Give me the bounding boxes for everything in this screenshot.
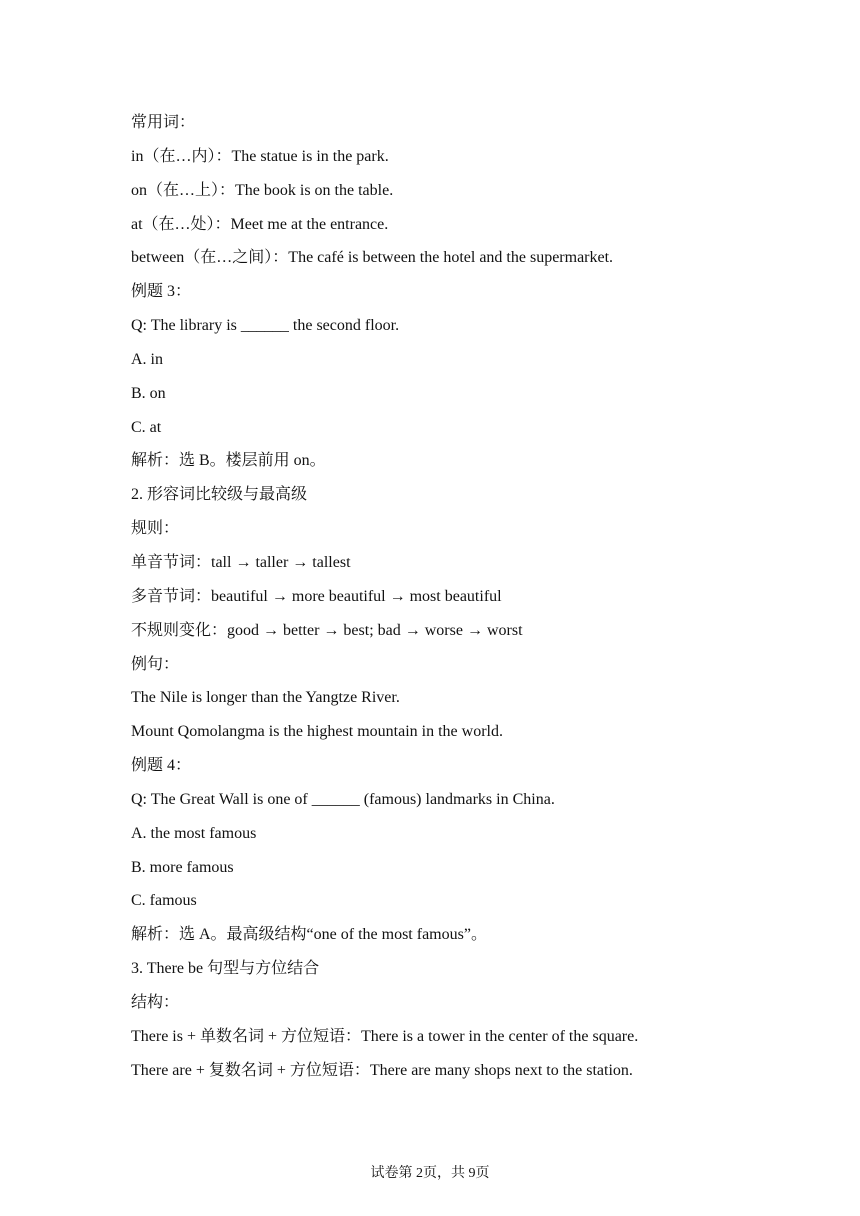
text-line: 不规则变化：good → better → best; bad → worse → worst bbox=[131, 621, 523, 639]
text-line: on（在…上）：The book is on the table. bbox=[131, 181, 394, 199]
example-sentence: The Nile is longer than the Yangtze River. bbox=[131, 689, 400, 707]
text-line: 例句： bbox=[131, 655, 180, 673]
option-line: B. on bbox=[131, 384, 166, 402]
option-line: C. famous bbox=[131, 892, 197, 910]
question-line: Q: The Great Wall is one of ______ (famous) landmarks in China. bbox=[131, 790, 555, 808]
option-line: C. at bbox=[131, 418, 162, 436]
text-line: between（在…之间）：The café is between the hotel and the supermarket. bbox=[131, 249, 614, 267]
text-line: 例题 4： bbox=[131, 757, 192, 775]
analysis-line: 解析：选 A。最高级结构“one of the most famous”。 bbox=[131, 926, 487, 944]
option-line: B. more famous bbox=[131, 858, 234, 876]
text-line: at（在…处）：Meet me at the entrance. bbox=[131, 215, 389, 233]
text-line: 常用词： bbox=[131, 114, 196, 131]
page-footer: 试卷第 2页，共 9页 bbox=[370, 1166, 490, 1181]
example-sentence: Mount Qomolangma is the highest mountain in the world. bbox=[131, 723, 503, 741]
text-line: There is + 单数名词 + 方位短语：There is a tower in the center of the square. bbox=[131, 1027, 639, 1045]
section-heading: 2. 形容词比较级与最高级 bbox=[131, 486, 308, 504]
text-line: There are + 复数名词 + 方位短语：There are many shops next to the station. bbox=[131, 1061, 633, 1079]
document-body bbox=[131, 106, 771, 1087]
option-line: A. the most famous bbox=[131, 824, 257, 842]
analysis-line: 解析：选 B。楼层前用 on。 bbox=[131, 452, 326, 470]
text-line: 多音节词：beautiful → more beautiful → most beautiful bbox=[131, 587, 502, 605]
text-line: 例题 3： bbox=[131, 283, 192, 301]
section-heading: 3. There be 句型与方位结合 bbox=[131, 960, 320, 978]
question-line: Q: The library is ______ the second floor. bbox=[131, 317, 400, 335]
text-line: 结构： bbox=[131, 993, 180, 1011]
text-line: 规则： bbox=[131, 520, 180, 538]
option-line: A. in bbox=[131, 350, 163, 368]
text-line: 单音节词：tall → taller → tallest bbox=[131, 553, 351, 571]
text-line: in（在…内）：The statue is in the park. bbox=[131, 147, 389, 165]
